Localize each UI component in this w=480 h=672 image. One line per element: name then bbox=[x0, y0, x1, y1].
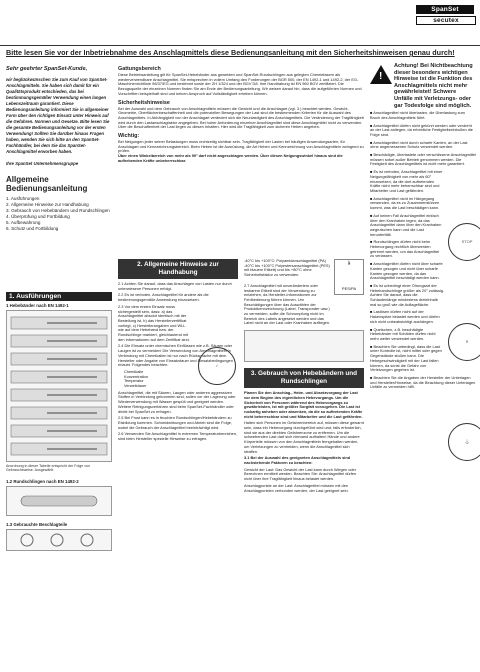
chem-item: Konzentration bbox=[124, 373, 149, 379]
sec2-item: 2.3 Vor dem ersten Einsatz muss sichergestellt sein, dass: a) das Anschlagmittel absolut identisch mit der Bestellung ist, b) das Herstellerzertifikat vorliegt, c) Herstellerangaben und WLL wie auf dem Hebeband bzw. der Rundschlinge markiert, gleichlautend mit den Informationen auf dem Zertifikat sind. bbox=[118, 303, 190, 342]
warning-item: ■ Anschlagmittel dürfen nicht gekürzt werden oder verdreht an der Last anliegen, da erhebliche Festigkeitseinbußen die Folge sind. bbox=[370, 124, 476, 138]
sec3-bullet: Anschlagpunkte an der Last: Anschlagmittel müssen mit den Anschlagpunkten verbunden werden, der Last geeignet sein. bbox=[244, 482, 349, 493]
sec3-intro: Planen Sie den Anschlag-, Hebe- und Absetzvorgang der Last vor dem Beginn des eigentlichen Hebevorgangs. Um die Sicherheit von Personen während des Hebevorgangs zu gewährleisten, ist mit größter Sorgfalt vorzugehen. Die Last ist ruckartig anheben oder absenken, da die so auftretenden Kräfte nicht beherrschbar sind und Mitarbeiter und die Last gefährden. bbox=[244, 390, 363, 419]
sling-types-illustration bbox=[7, 311, 111, 461]
temp-label: PES/PA bbox=[341, 286, 357, 291]
ok-stamp: ✓ bbox=[198, 347, 236, 385]
fittings-illustration bbox=[7, 530, 111, 550]
sec2-item: 2.5 Bei Frost kann es in feuchten Rundschlingen/Hebebändern zu Eisbildung kommen. Schneidwirkungen und Abrieb sind die Folge, wobei die Gebrauch der Anschlagmittel beeinträchtigt wird. bbox=[118, 415, 232, 430]
warning-item: ■ Beachten Sie unbedingt, dass die Last unter Kontrolle ist, nicht mittel oder gegen Gegenstände stoßen kann. Die Hebegeschwindigkeit mit der Last fallen können, da sonst die Gefahr von Verletzungen gegeben ist. bbox=[370, 345, 444, 373]
intro-heading: Sehr geehrter SpanSet-Kunde, bbox=[6, 66, 88, 72]
hook-stamp: ⚓ bbox=[448, 423, 480, 461]
fig1-caption: Anordnung in dieser Tabelle entspricht der Folge von Gebrauchsweise. Ausgewählt. bbox=[6, 464, 91, 473]
section3-title: 3. Gebrauch von Hebebändern und Rundschlingen bbox=[244, 368, 364, 388]
secutex-logo: secutex bbox=[416, 16, 476, 25]
round-sling-figure bbox=[6, 486, 112, 516]
warning-item: ■ Rundschlingen dürfen nicht beim Hebevorgang rechtlich überwerden getrennt werden, um das Anschlagmittel zu verlassen. bbox=[370, 240, 444, 259]
sec2-item: 2.6 Verwenden Sie Anschlagmittel in extremen Temperaturbereichen, sind beim Hersteller spezielle Hinweise zu erfragen. bbox=[118, 431, 238, 442]
safety-title: Sicherheitshinweise bbox=[118, 99, 170, 106]
sec2b-item: 2.7 Anschlagmittel mit unverändertem oder lesbarem Etikett sind der Verwendung zu entziehen, da Hersteller-Informationen zur Fehlbedienung führen können. Um Beschädigungen über das Auswählen der Produktkennzeichnung (Label, Transponder usw.) zu vermeiden, sollte die Schrumpfung nicht im Bereich des Labels angesetzt werden und das Label nicht an der Last oder Kranhaken aufliegen. bbox=[244, 282, 331, 326]
section2-column bbox=[118, 259, 238, 442]
warning-icon: ! bbox=[370, 65, 392, 84]
toc-item: 4. Überprüfung und Fortbildung bbox=[6, 214, 70, 219]
sec2-item: 2.1 Achten Sie darauf, dass das Anschlagen von Lasten nur durch unterwiesene Personen erfolgt. bbox=[118, 281, 232, 291]
label-figure bbox=[244, 330, 364, 362]
sec2-item: 2.2 Es ist verboten, Anschlagmittel für andere als die bestimmungsgemäße Anwendung einzusetzen. bbox=[118, 292, 209, 303]
stop-stamp: STOP bbox=[448, 223, 480, 261]
page-banner: Bitte lesen Sie vor der Inbetriebnahme des Anschlagmittels diese Bedienungsanleitung mit den Sicherheitshinweisen genau durch! bbox=[6, 48, 455, 57]
section2-title: 2. Allgemeine Hinweise zur Handhabung bbox=[118, 259, 238, 279]
sec2-item: Anschlagmittel, die mit Säuren, Laugen oder anderen aggressiven Stoffen in Verbindung gekommen sind, sollen vor der Lagerung oder Wiederverwendung mit Wasser gespült und geeignet werden. Weitere Reinigungsverfahren sind beim SpanSet-Fachhändler oder direkt bei SpanSet zu erfragen. bbox=[118, 389, 236, 414]
toc-item: 1. Ausführungen bbox=[6, 196, 40, 201]
final-text: Über einen Winkelbereich von mehr als 90° darf nicht angeschlagen werden. Über diesen Neigungswinkel hinaus sind die aufhebenden Kräfte unbeherrschbar. bbox=[118, 153, 343, 163]
toc-item: 6. Schutz und Fortbildung bbox=[6, 226, 59, 231]
warning-item: ■ Anschlagmittel nicht durch scharfe Kanten, an der Last ohne angemessenen Schutz verwendet werden. bbox=[370, 141, 476, 150]
toc-item: 3. Gebrauch von Hebebändern und Rundschlingen bbox=[6, 208, 110, 213]
important-title: Wichtig: bbox=[118, 133, 140, 140]
fittings-figure bbox=[6, 529, 112, 551]
sec2-item: 2.4 Die Einsatz unter chemischen Einflüssen wie z.B. Säuren oder Laugen ist zu vermeiden! Die Verwendung von Anschlagmitteln in Verbindung mit Chemikalien ist nur nach Rücksprache mit dem Hersteller oder Angabe von Einsatzdauer und Einsatzbedingungen erlaubt. Folgendes beachten: bbox=[118, 343, 233, 368]
thermometer-icon: 🌡 bbox=[346, 260, 352, 265]
chem-item: Verweildauer bbox=[124, 383, 147, 389]
section2b-column bbox=[244, 259, 364, 493]
warning-item: ■ Es ist unbedingt einer Ölrungsart der Hebebandschlinge größer als 20° zulässig. Achten Sie darauf, dass die Schlaufenlänge mindestens dreieinhalb mal so groß wie die Auflagefläche. bbox=[370, 284, 444, 308]
intro-signature: Ihre SpanSet Unternehmensgruppe bbox=[6, 161, 79, 166]
warning-item: ■ Lastösen dürfen nicht auf der Hakenspitze belastet werden und dürfen sich nicht unbeabsichtigt aushängen. bbox=[370, 310, 444, 324]
general-text: Diese Betriebsanleitung gilt für SpanSet-Hebebänder aus gewebten und SpanSet-Rundschlingen aus gelegten Chemiefasern als wiederverwendbare Anschlagmittel. Sie entsprechen in vollem Umfang den Forderungen der BGR 500, der EN 1492-1 und 1492-2, der EG-Maschinenrichtlinie 98/37/EG und bestimmt sowie der ZH 1/324 und der BGV D8. Ihre Handhabung ist EN 960 BGV zertifiziert. Die Bezugsquelle der einzelnen Normen finden Sie am Ende der Bedienungsanleitung. Wir weisen darauf hin, dass die aufgeführten Normen und Vorschriften beispielhaft sind und keinen Anspruch auf Vollständigkeit erheben können. bbox=[118, 72, 362, 96]
sling-types-figure bbox=[6, 310, 112, 462]
warning-item: ■ Es ist verboten, Anschlagmittel mit einer Neigungsfähigkeit von mehr als 60° einzusetzen, da die dort auftretenden Kräfte nicht mehr beherrschbar sind und Mitarbeiter und Last gefährden. bbox=[370, 170, 444, 194]
toc-title: Allgemeine Bedienungsanleitung bbox=[6, 175, 88, 193]
chem-item: Chemikalie bbox=[124, 368, 144, 374]
spanset-logo: SpanSet bbox=[416, 5, 474, 14]
important-text: Bei Neigungen jeder seiner Belastungen muss rechtzeitig sichtbar sein. Tragfähigkeit der Lasten bei häufigen Anwendungsarten, für Anschlagart und Kennzeichnungsbereich. Beim Heben ist die Ausrüstung, die Art Heben und Kennzeichnung von Anschlagmitteln zwingend zu prüfen. bbox=[118, 139, 364, 154]
sec3-text: Halten sich Personen im Gefahrenbereich auf, müssen diese gewarnt sein, dass ein Hebevorgang durchgeführt wird und, falls erforderlich, sind sie aus der direkten Gefahrenzone zu entfernen. Um die schwebenden Last darf sich niemand aufhalten! Hände und andere Körperteile müssen von den Anschlagmitteln ferngehalten werden, um Verletzungen zu vermeiden, wenn die Anschlagmittel sich straffen. bbox=[244, 420, 364, 454]
column-left bbox=[6, 63, 112, 551]
fig2-title: 1.2 Rundschlingen nach EN 1492-2 bbox=[6, 478, 79, 484]
warning-heading: Achtung! Bei Nichtbeachtung dieser besonders wichtigen Hinweise ist die Funktion des Anschlagmittels nicht mehr gewährleistet! Schwere Unfälle mit Verletzungs- oder gar Todesfolge sind möglich. bbox=[394, 63, 473, 109]
toc-list bbox=[6, 196, 112, 232]
safety-text: Bei der Auswahl und dem Gebrauch von Anschlagmitteln müssen die Gewicht und die Anschlagart (vgl. 3.) beachtet werden. Gewicht, Geometrie, Oberflächenbeschaffenheit und die potenziellen Bewegungen der Last sind die bestimmenden Kriterien für die Auswahl des Anschlagmittels. In Abhängigkeit von der Anschlagart verändert sich die Neunlastigkeit des Anschlagmittels. Die Veränderung der Tragfähigkeit wird durch den Lastanschlagfaktor angegeben. Bei hoher Anforderung einzelner Anschlagmittel sind diese Anschlagmittel nicht zu verwenden. Über die Beschaffenheit der Last liegen zu diesen Inhalten. Hier wird die Tragfähigkeit zum sicheren Heben angeben. bbox=[118, 105, 364, 130]
sec3-sub: 3.1 Bei der Auswahl des geeigneten Anschlagmittels sind nachstehende Faktoren zu beachten: bbox=[244, 455, 351, 465]
warning-item: ■ Quetschen, z.B. beschädigte Hebebänder mit Schäden dürfen nicht mehr weiter verwendet werden. bbox=[370, 328, 444, 342]
toc-item: 2. Allgemeine Hinweise zur Handhabung bbox=[6, 202, 89, 207]
header-divider bbox=[0, 45, 480, 46]
general-title: Gattungsbereich bbox=[118, 66, 161, 72]
round-sling-illustration bbox=[7, 487, 111, 515]
intro-text: wir beglückwünschen Sie zum Kauf von SpanSet-Anschlagmitteln. Sie haben sich damit für ein Qualitätsprodukt entschieden, das bei bestimmungsgemäßer Verwendung einen langen Lebenszeitraum garantiert. Diese Bedienungsanleitung informiert Sie in allgemeiner Form über den richtigen Einsatz unter Hinweis auf die Gefahren. Normen und Gesetze. Bitte lesen Sie die gesamte Bedienungsanleitung vor der ersten Verwendung! Sollten Sie darüber hinaus Fragen haben, wenden Sie sich bitte an den SpanSet-Fachhändler, bei dem Sie das SpanSet-Anschlagmittel erworben haben. bbox=[6, 77, 110, 154]
warning-item: ■ Beschädigte, überlastete oder verschlissene Anschlagmittel müssen sofort außer Betrieb genommen werden. Die Festigkeit des Anschlagmittels ist nicht mehr garantiert. bbox=[370, 153, 476, 167]
column-right bbox=[370, 63, 476, 444]
column-middle bbox=[118, 63, 366, 493]
warning-item: ■ Anschlagmittel nicht überlasten, die Überlastung zum Bruch des Anschlagmittels führt. bbox=[370, 111, 476, 120]
temp-gauge bbox=[334, 259, 364, 295]
fig1-title: 1 Hebebänder nach EN 1492-1 bbox=[6, 303, 69, 308]
fig3-title: 1.3 Gebrauchte Beschlagteile bbox=[6, 521, 68, 527]
warning-item: ■ Auf keinen Fall Anschlagmittel einfach über den Kranhaken legen, da das Anschlagmittel dann über den Kranhaken wegrutschen kann und die Last herunterfällt. bbox=[370, 214, 444, 238]
toc-item: 5. Aufbewahrung bbox=[6, 220, 41, 225]
warning-item: ■ Anschlagmittel nicht im Hängegang verwenden, da es zu Zusammenstürzen kommt, was die Last beschädigen kann. bbox=[370, 197, 444, 211]
chem-item: Temperatur bbox=[124, 378, 144, 384]
warning-box bbox=[370, 63, 476, 109]
section1-title: 1. Ausführungen bbox=[6, 292, 112, 301]
sec3-bullet: Gewicht der Last: Das Gewicht der Last kann durch Wiegen oder Berechnen ermittelt werden. Beachten Sie: Anschlagmittel dürfen nicht über ihre Tragfähigkeit hinaus belastet werden. bbox=[244, 466, 357, 482]
warning-item: ■ Anschlagmittel dürfen nicht über scharfe Kanten gezogen und nicht über scharfe Kanten gezogen werden, da das Anschlagmittel beschädigt werden kann. bbox=[370, 262, 444, 281]
warning-item: ■ Beachten Sie die Angaben der Hersteller der Unterlagen und Hersteller/Hinweise, da die Beachtung dieser Unterlagen Unfälle zu vermeiden hilft. bbox=[370, 376, 476, 390]
no-stamp: ✕ bbox=[448, 323, 480, 361]
temp-text: -40°C bis +100°C: Polyamidanschlagmittel (PA) -40°C bis +100°C Polyestersanschlagmittel (PES) mit blauem Etikett) und bis +80°C ohne Sicherheitsfaktor zu verwenden. bbox=[244, 258, 330, 278]
brand-logos bbox=[416, 5, 474, 27]
